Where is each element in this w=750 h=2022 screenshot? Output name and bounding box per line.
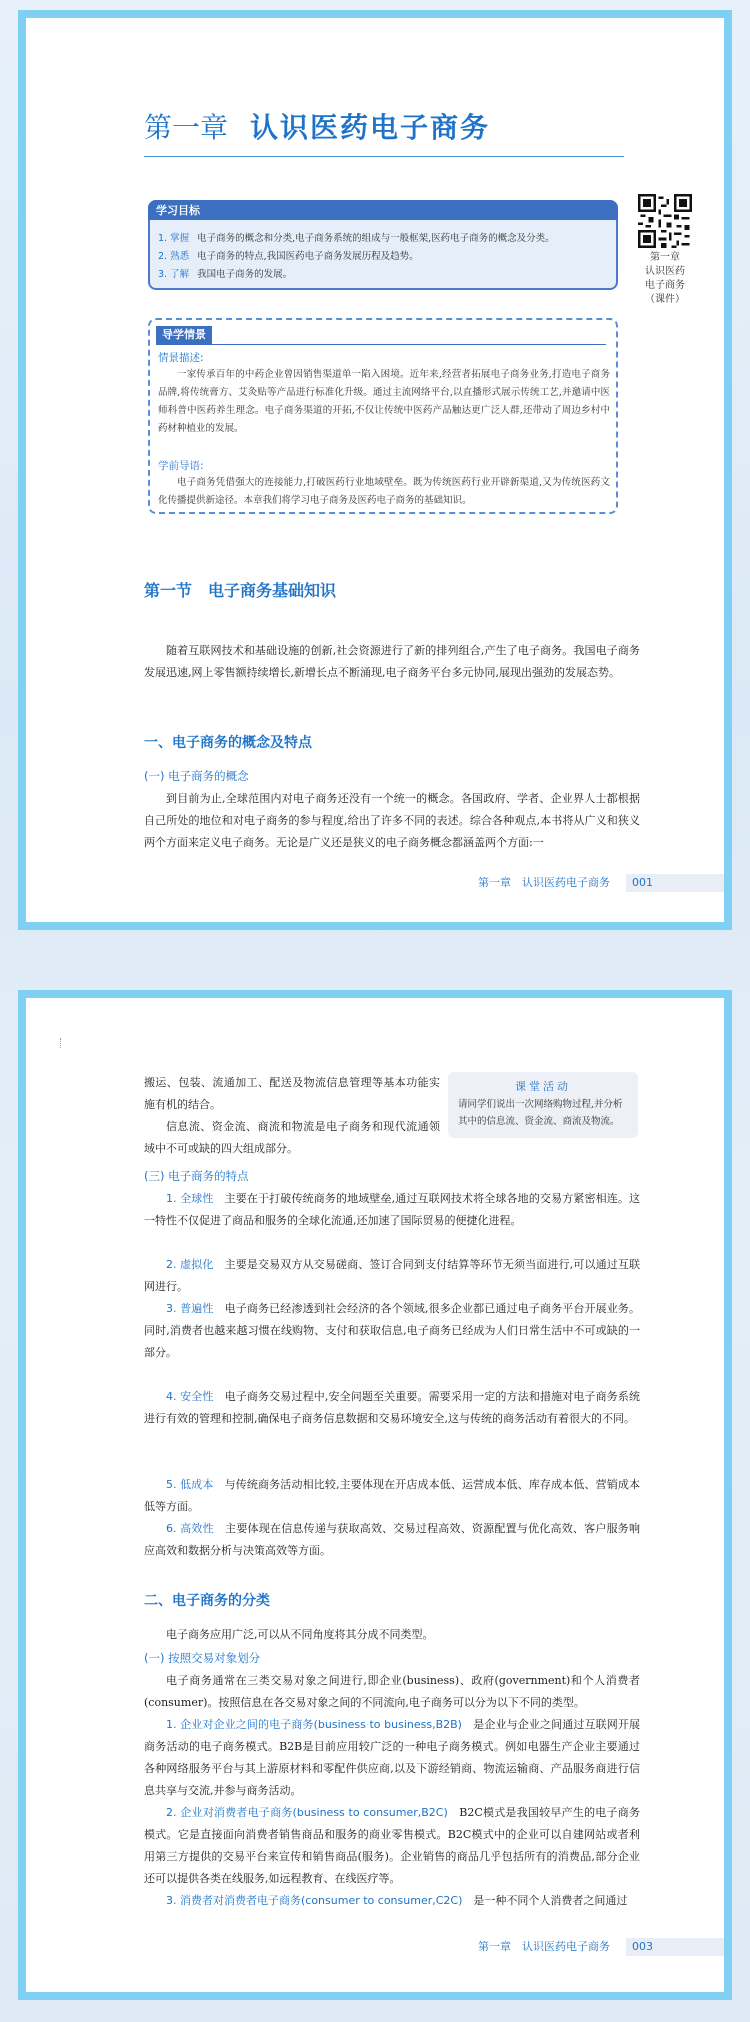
type-item — [144, 1890, 640, 1912]
feature-item — [144, 1474, 640, 1518]
goal-text: 电子商务的概念和分类,电子商务系统的组成与一般框架,医药电子商务的概念及分类。 — [197, 233, 555, 244]
feature-item — [144, 1298, 640, 1364]
page-footer — [26, 874, 724, 892]
footer-chapter-label: 第一章 认识医药电子商务 — [478, 1940, 610, 1953]
goal-num: 1. — [158, 233, 168, 244]
heading-classification: 二、电子商务的分类 — [144, 1593, 270, 1609]
feature-head: 6. 高效性 — [166, 1522, 214, 1535]
scene-label: 情景描述: — [158, 352, 204, 364]
type-head: 3. 消费者对消费者电子商务(consumer to consumer,C2C) — [166, 1894, 463, 1907]
page-003 — [18, 990, 732, 2000]
goal-item — [158, 248, 419, 262]
type-text: 是一种不同个人消费者之间通过 — [473, 1894, 628, 1907]
heading-by-object: (一) 按照交易对象划分 — [144, 1651, 261, 1665]
learning-goals-header — [148, 200, 618, 220]
type-head: 2. 企业对消费者电子商务(business to consumer,B2C) — [166, 1806, 448, 1819]
feature-head: 3. 普遍性 — [166, 1302, 214, 1315]
feature-head: 5. 低成本 — [166, 1478, 214, 1491]
page-001 — [18, 10, 732, 930]
goal-level: 熟悉 — [170, 251, 190, 262]
feature-text: 主要体现在信息传递与获取高效、交易过程高效、资源配置与优化高效、客户服务响应高效和数据分析与决策高效等方面。 — [144, 1522, 641, 1557]
type-item — [144, 1802, 640, 1890]
chapter-label: 第一章 — [144, 111, 229, 144]
goal-text: 电子商务的特点,我国医药电子商务发展历程及趋势。 — [197, 251, 419, 262]
type-head: 1. 企业对企业之间的电子商务(business to business,B2B) — [166, 1718, 462, 1731]
qr-caption — [626, 251, 704, 307]
feature-item — [144, 1518, 640, 1562]
chapter-name: 认识医药电子商务 — [250, 111, 491, 144]
feature-text: 主要是交易双方从交易磋商、签订合同到支付结算等环节无须当面进行,可以通过互联网进行。 — [144, 1258, 640, 1293]
continued-text: 搬运、包装、流通加工、配送及物流信息管理等基本功能实施有机的结合。 — [144, 1076, 440, 1111]
class-activity-title: 课堂活动 — [515, 1080, 571, 1093]
title-rule — [144, 156, 624, 157]
scene-text: 一家传承百年的中药企业曾因销售渠道单一陷入困境。近年来,经营者拓展电子商务业务,打造电子商务品牌,将传统膏方、艾灸贴等产品进行标准化升级。通过主流网络平台,以直播形式展示传统工艺,并邀请中医师科普中医药养生理念。电子商务渠道的开拓,不仅让传统中医药产品触达更广泛人群,还带动了周边乡村中药材种植业的发展。 — [158, 369, 610, 434]
qr-caption-line: （课件） — [645, 294, 685, 305]
type-text: 是企业与企业之间通过互联网开展商务活动的电子商务模式。B2B是目前应用较广泛的一种电子商务模式。例如电器生产企业主要通过各种网络服务平台与其上游原材料和零配件供应商,以及下游经销商、物流运输商、产品服务商进行信息共享与交流,并参与商务活动。 — [144, 1718, 641, 1797]
page-footer — [26, 1938, 724, 1956]
feature-item — [144, 1386, 640, 1430]
goal-level: 了解 — [170, 269, 190, 280]
heading-concept: (一) 电子商务的概念 — [144, 769, 249, 783]
qr-code-icon[interactable] — [638, 194, 692, 248]
guide-text: 电子商务凭借强大的连接能力,打破医药行业地域壁垒。既为传统医药行业开辟新渠道,又为传统医药文化传播提供新途径。本章我们将学习电子商务及医药电子商务的基础知识。 — [158, 477, 610, 506]
goal-item — [158, 266, 292, 280]
feature-head: 1. 全球性 — [166, 1192, 214, 1205]
feature-item — [144, 1254, 640, 1298]
intro-scene-title: 导学情景 — [156, 326, 212, 344]
type-item — [144, 1714, 640, 1802]
section-intro: 随着互联网技术和基础设施的创新,社会资源进行了新的排列组合,产生了电子商务。我国电子商务发展迅速,网上零售额持续增长,新增长点不断涌现,电子商务平台多元协同,展现出强劲的发展态势。 — [144, 644, 640, 679]
heading-concept-features: 一、电子商务的概念及特点 — [144, 735, 312, 751]
feature-item — [144, 1188, 640, 1232]
feature-head: 2. 虚拟化 — [166, 1258, 214, 1271]
intro-scene-box — [148, 318, 618, 514]
concept-text: 到目前为止,全球范围内对电子商务还没有一个统一的概念。各国政府、学者、企业界人士都根据自己所处的地位和对电子商务的参与程度,给出了许多不同的表述。综合各种观点,本书将从广义和狭义两个方面来定义电子商务。无论是广义还是狭义的电子商务概念都涵盖两个方面:一 — [144, 792, 640, 849]
goal-num: 2. — [158, 251, 168, 262]
class-activity-box — [448, 1072, 638, 1138]
qr-caption-line: 电子商务 — [645, 280, 685, 291]
feature-text: 主要在于打破传统商务的地域壁垒,通过互联网技术将全球各地的交易方紧密相连。这一特性不仅促进了商品和服务的全球化流通,还加速了国际贸易的便捷化进程。 — [144, 1192, 640, 1227]
page-number: 001 — [626, 874, 724, 892]
class-activity-text: 请同学们说出一次网络购物过程,并分析其中的信息流、资金流、商流及物流。 — [458, 1099, 623, 1127]
footer-chapter-label: 第一章 认识医药电子商务 — [478, 876, 610, 889]
chapter-title — [144, 106, 490, 146]
qr-caption-line: 第一章 — [650, 252, 680, 263]
flow-text: 信息流、资金流、商流和物流是电子商务和现代流通领域中不可或缺的四大组成部分。 — [144, 1120, 440, 1155]
guide-label: 学前导语: — [158, 460, 204, 472]
goal-item — [158, 230, 555, 244]
learning-goals-title: 学习目标 — [156, 204, 200, 217]
section-title: 第一节 电子商务基础知识 — [144, 581, 337, 600]
qr-caption-line: 认识医药 — [645, 266, 685, 277]
heading-features: (三) 电子商务的特点 — [144, 1169, 249, 1183]
page-number: 003 — [626, 1938, 724, 1956]
goal-level: 掌握 — [170, 233, 190, 244]
type-text: B2C模式是我国较早产生的电子商务模式。它是直接面向消费者销售商品和服务的商业零售模式。B2C模式中的企业可以自建网站或者利用第三方提供的交易平台来宣传和销售商品(服务)。企业销售的商品几乎包括所有的消费品,部分企业还可以提供各类在线服务,如远程教育、在线医疗等。 — [144, 1806, 640, 1885]
feature-head: 4. 安全性 — [166, 1390, 214, 1403]
by-object-text: 电子商务通常在三类交易对象之间进行,即企业(business)、政府(government)和个人消费者(consumer)。按照信息在各交易对象之间的不同流向,电子商务可以分为以下不同的类型。 — [144, 1674, 640, 1709]
classification-intro: 电子商务应用广泛,可以从不同角度将其分成不同类型。 — [166, 1628, 434, 1641]
feature-text: 电子商务交易过程中,安全问题至关重要。需要采用一定的方法和措施对电子商务系统进行有效的管理和控制,确保电子商务信息数据和交易环境安全,这与传统的商务活动有着很大的不同。 — [144, 1390, 640, 1425]
learning-goals-box — [148, 200, 618, 290]
intro-divider — [156, 344, 606, 345]
goal-num: 3. — [158, 269, 168, 280]
feature-text: 与传统商务活动相比较,主要体现在开店成本低、运营成本低、库存成本低、营销成本低等方面。 — [144, 1478, 640, 1513]
feature-text: 电子商务已经渗透到社会经济的各个领域,很多企业都已通过电子商务平台开展业务。同时,消费者也越来越习惯在线购物、支付和获取信息,电子商务已经成为人们日常生活中不可或缺的一部分。 — [144, 1302, 640, 1359]
goal-text: 我国电子商务的发展。 — [197, 269, 293, 280]
decorative-dots — [60, 1038, 63, 1048]
